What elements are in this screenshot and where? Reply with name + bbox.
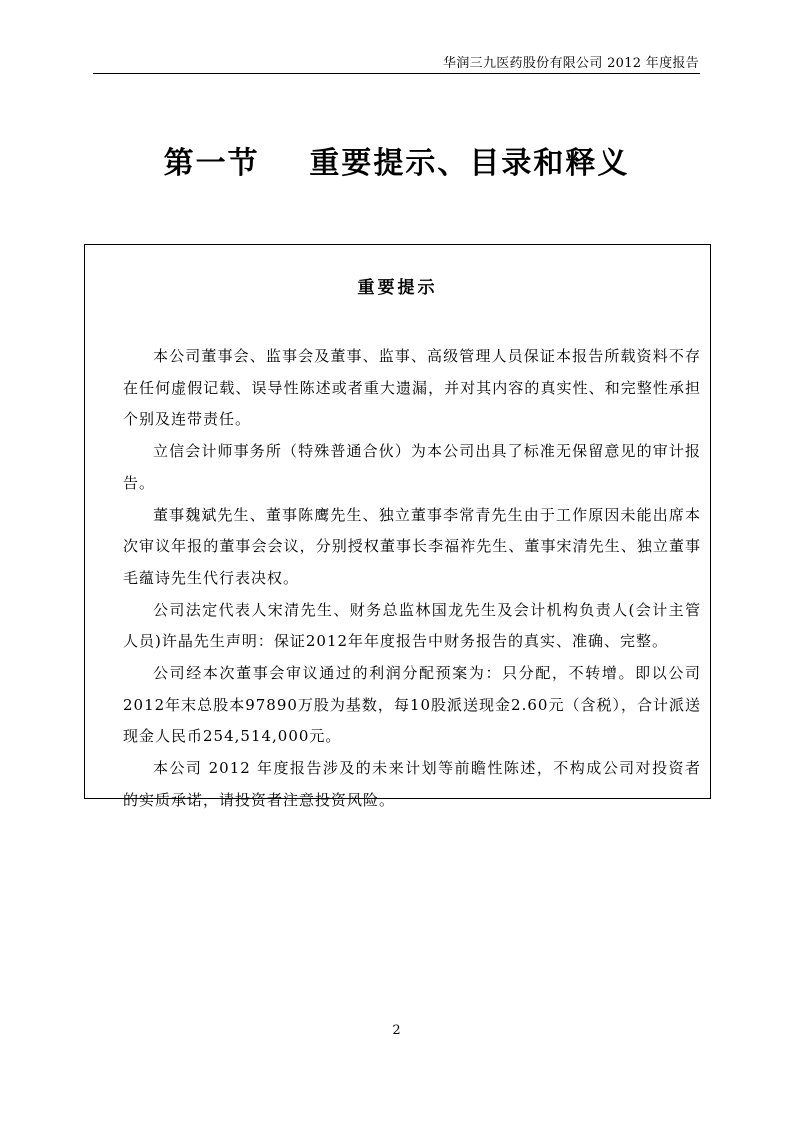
section-title: 第一节 重要提示、目录和释义 xyxy=(163,146,630,181)
header-rule xyxy=(93,73,700,74)
notice-paragraph-officer-statement: 公司法定代表人宋清先生、财务总监林国龙先生及会计机构负责人(会计主管人员)许晶先生声明：保证2012年年度报告中财务报告的真实、准确、完整。 xyxy=(123,600,701,651)
notice-paragraph-board-proxies: 董事魏斌先生、董事陈鹰先生、独立董事李常青先生由于工作原因未能出席本次审议年报的董事会会议，分别授权董事长李福祚先生、董事宋清先生、独立董事毛蕴诗先生代行表决权。 xyxy=(123,505,701,587)
notice-paragraph-responsibility: 本公司董事会、监事会及董事、监事、高级管理人员保证本报告所载资料不存在任何虚假记载、误导性陈述或者重大遗漏，并对其内容的真实性、和完整性承担个别及连带责任。 xyxy=(123,347,701,429)
important-notice-box xyxy=(84,244,711,809)
notice-paragraph-audit-opinion: 立信会计师事务所（特殊普通合伙）为本公司出具了标准无保留意见的审计报告。 xyxy=(123,442,701,492)
running-header: 华润三九医药股份有限公司 2012 年度报告 xyxy=(443,56,699,71)
page-number: 2 xyxy=(392,1023,401,1038)
notice-body xyxy=(123,341,701,817)
notice-paragraph-forward-looking: 本公司 2012 年度报告涉及的未来计划等前瞻性陈述，不构成公司对投资者的实质承诺，请投资者注意投资风险。 xyxy=(123,759,701,809)
notice-paragraph-profit-distribution: 公司经本次董事会审议通过的利润分配预案为：只分配，不转增。即以公司2012年末总股本97890万股为基数，每10股派送现金2.60元（含税），合计派送现金人民币254,514,000元。 xyxy=(123,664,701,746)
notice-heading: 重要提示 xyxy=(357,278,438,298)
